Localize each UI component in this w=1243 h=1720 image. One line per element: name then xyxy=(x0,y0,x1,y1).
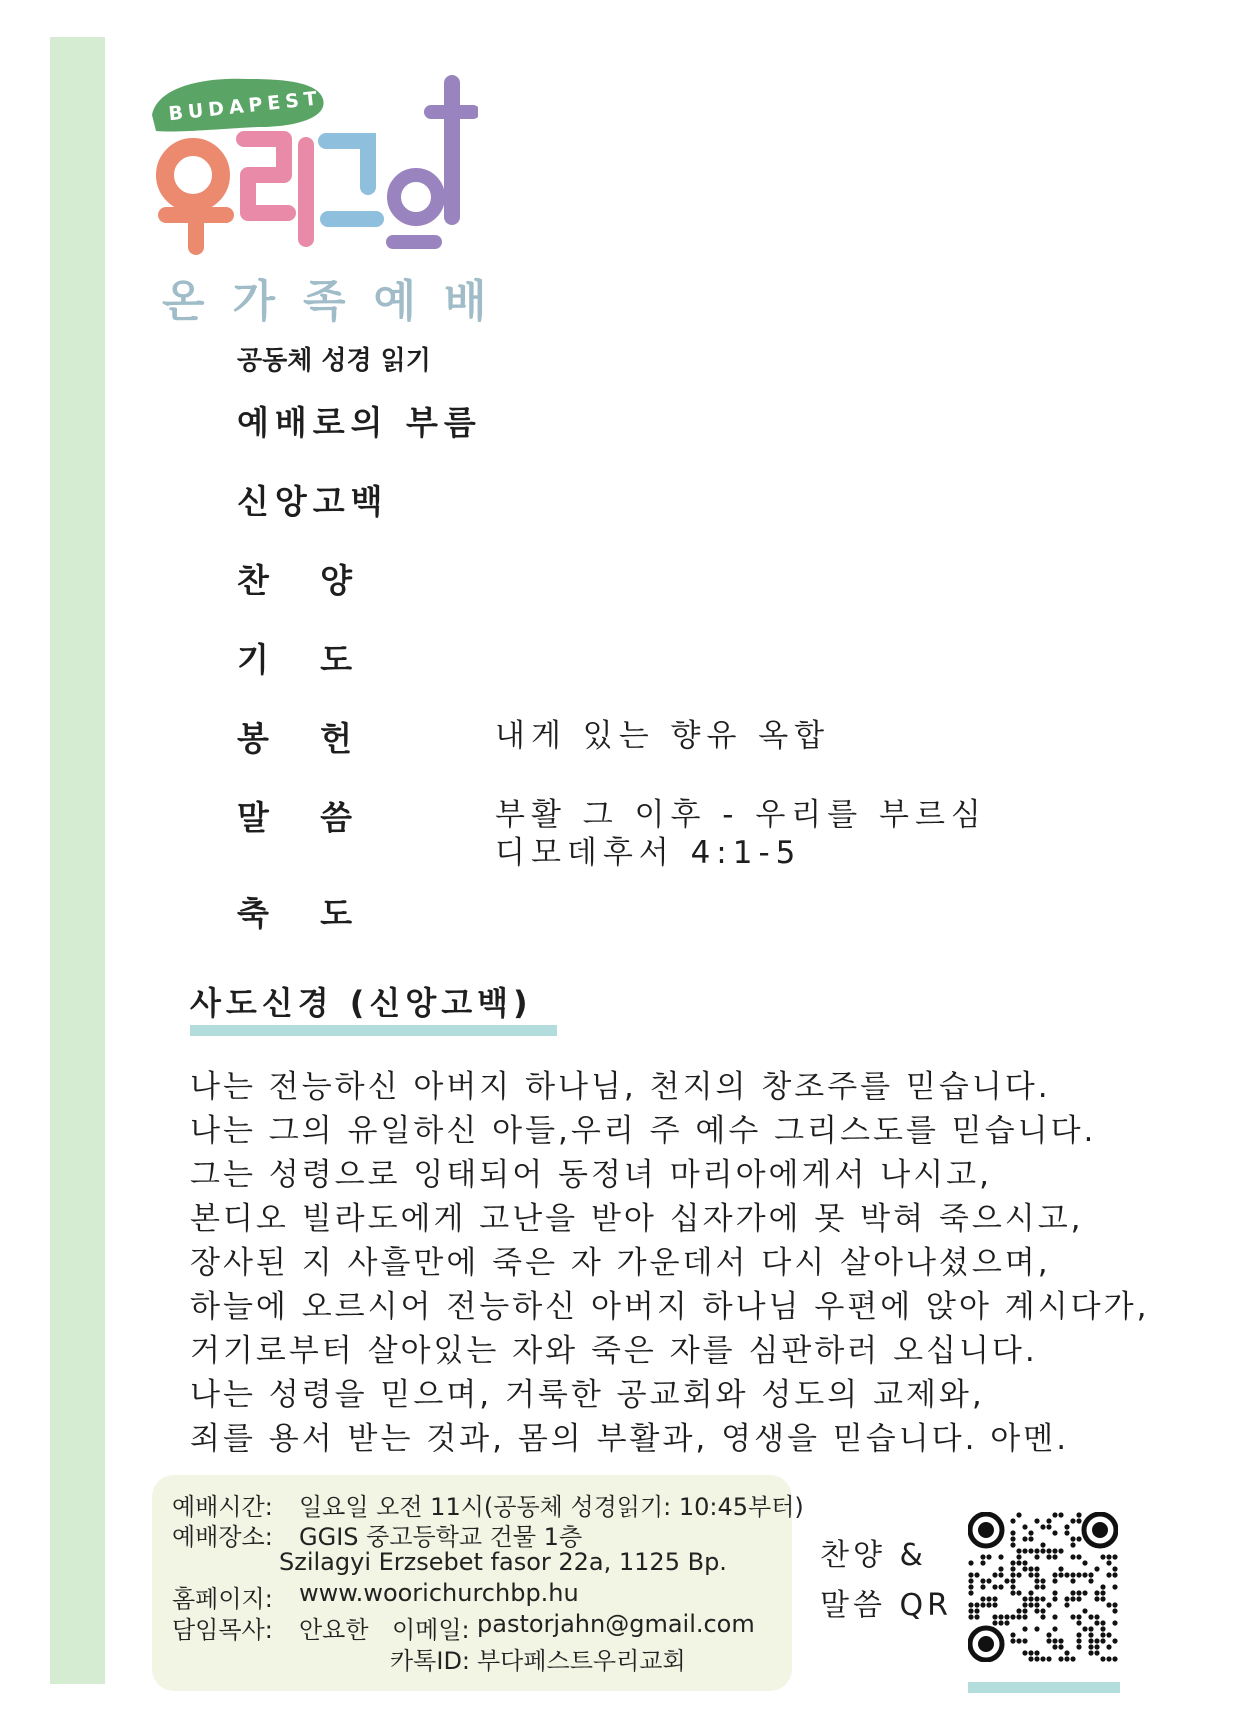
qr-module xyxy=(1100,1590,1105,1595)
qr-module xyxy=(968,1602,973,1607)
qr-module xyxy=(1040,1656,1045,1661)
qr-label-line1: 찬양 & xyxy=(820,1538,927,1573)
qr-module xyxy=(1028,1650,1033,1655)
qr-module xyxy=(1034,1566,1039,1571)
qr-module xyxy=(968,1572,973,1577)
qr-finder-top-left xyxy=(970,1514,1002,1546)
order-item-praise xyxy=(237,555,1137,634)
qr-module xyxy=(1022,1602,1027,1607)
qr-module xyxy=(1046,1632,1051,1637)
qr-module xyxy=(1022,1524,1027,1529)
qr-module xyxy=(1034,1650,1039,1655)
qr-module xyxy=(1106,1644,1111,1649)
order-label-char: 도 xyxy=(320,894,352,933)
order-label xyxy=(237,888,352,935)
qr-module xyxy=(1070,1518,1075,1523)
qr-module xyxy=(1064,1656,1069,1661)
creed-text xyxy=(190,1065,1200,1461)
qr-module xyxy=(1022,1548,1027,1553)
qr-module xyxy=(1040,1584,1045,1589)
qr-module xyxy=(992,1602,997,1607)
qr-module xyxy=(1094,1590,1099,1595)
qr-module xyxy=(1094,1644,1099,1649)
qr-module xyxy=(998,1614,1003,1619)
order-label xyxy=(237,634,352,681)
qr-module xyxy=(1040,1542,1045,1547)
qr-module xyxy=(1106,1632,1111,1637)
logo-char-4-bar xyxy=(386,235,442,249)
qr-module xyxy=(1076,1554,1081,1559)
qr-module xyxy=(1022,1608,1027,1613)
qr-module xyxy=(1106,1560,1111,1565)
order-label-char: 씀 xyxy=(320,798,352,837)
qr-module xyxy=(1100,1626,1105,1631)
order-item-offering xyxy=(237,713,1137,792)
qr-module xyxy=(1010,1572,1015,1577)
qr-label-line2: 말씀 QR xyxy=(820,1588,952,1623)
sermon-scripture: 디모데후서 4:1-5 xyxy=(495,835,802,871)
qr-module xyxy=(1016,1590,1021,1595)
qr-module xyxy=(1040,1578,1045,1583)
order-item-call xyxy=(237,397,1137,476)
qr-module xyxy=(1076,1518,1081,1523)
qr-module xyxy=(1016,1548,1021,1553)
service-place-value: GGIS 중고등학교 건물 1층 xyxy=(299,1523,583,1551)
qr-module xyxy=(1016,1560,1021,1565)
logo-city-text: BUDAPEST xyxy=(167,87,323,126)
qr-module xyxy=(1106,1656,1111,1661)
qr-module xyxy=(1064,1524,1069,1529)
qr-module xyxy=(1022,1614,1027,1619)
creed-line: 나는 전능하신 아버지 하나님, 천지의 창조주를 믿습니다. xyxy=(190,1069,1051,1105)
qr-module xyxy=(980,1584,985,1589)
qr-module xyxy=(1034,1554,1039,1559)
qr-module xyxy=(1112,1584,1117,1589)
qr-finder-bottom-left xyxy=(970,1628,1002,1660)
order-label-char: 말 xyxy=(237,798,269,837)
creed-line: 나는 성령을 믿으며, 거룩한 공교회와 성도의 교제와, xyxy=(190,1377,985,1413)
qr-module xyxy=(1028,1656,1033,1661)
qr-module xyxy=(1100,1596,1105,1601)
qr-module xyxy=(1112,1638,1117,1643)
qr-module xyxy=(1022,1626,1027,1631)
qr-module xyxy=(1070,1590,1075,1595)
qr-module xyxy=(968,1584,973,1589)
order-label-char: 양 xyxy=(320,561,352,600)
qr-module xyxy=(1070,1542,1075,1547)
qr-module xyxy=(1052,1644,1057,1649)
qr-module xyxy=(1034,1572,1039,1577)
church-info-box xyxy=(152,1475,804,1691)
qr-module xyxy=(1028,1572,1033,1577)
qr-module xyxy=(1088,1638,1093,1643)
qr-finder-top-right xyxy=(1084,1514,1116,1546)
qr-module xyxy=(1094,1614,1099,1619)
qr-module xyxy=(1076,1536,1081,1541)
creed-title-underline xyxy=(190,1025,557,1036)
sermon-title: 부활 그 이후 - 우리를 부르심 xyxy=(495,797,987,833)
order-label xyxy=(237,555,352,602)
qr-module xyxy=(1052,1578,1057,1583)
logo-char-2 xyxy=(244,139,288,213)
creed-line: 죄를 용서 받는 것과, 몸의 부활과, 영생을 믿습니다. 아멘. xyxy=(190,1421,1070,1457)
qr-module xyxy=(1034,1656,1039,1661)
qr-module xyxy=(998,1572,1003,1577)
qr-module xyxy=(1052,1590,1057,1595)
qr-module xyxy=(1022,1650,1027,1655)
qr-module xyxy=(1112,1566,1117,1571)
qr-module xyxy=(1064,1650,1069,1655)
pastor-name: 안요한 xyxy=(299,1616,369,1644)
qr-module xyxy=(1076,1512,1081,1517)
qr-module xyxy=(1112,1608,1117,1613)
qr-module xyxy=(986,1596,991,1601)
order-label: 신앙고백 xyxy=(237,482,389,521)
qr-module xyxy=(1058,1572,1063,1577)
qr-module xyxy=(1028,1590,1033,1595)
qr-module xyxy=(1010,1614,1015,1619)
email-label: 이메일: xyxy=(392,1616,470,1644)
qr-module xyxy=(1100,1638,1105,1643)
order-label: 예배로의 부름 xyxy=(237,403,482,442)
order-label-char: 헌 xyxy=(320,719,352,758)
qr-module xyxy=(992,1596,997,1601)
order-item-creed xyxy=(237,476,1137,555)
qr-module xyxy=(1028,1548,1033,1553)
creed-line: 하늘에 오르시어 전능하신 아버지 하나님 우편에 앉아 계시다가, xyxy=(190,1289,1150,1325)
qr-module xyxy=(1076,1590,1081,1595)
qr-module xyxy=(1088,1614,1093,1619)
qr-module xyxy=(1034,1602,1039,1607)
qr-module xyxy=(1064,1530,1069,1535)
qr-module xyxy=(968,1560,973,1565)
order-item-benediction xyxy=(237,888,1137,967)
qr-module xyxy=(1100,1632,1105,1637)
qr-module xyxy=(1010,1518,1015,1523)
homepage-link[interactable]: www.woorichurchbp.hu xyxy=(299,1579,579,1607)
creed-line: 그는 성령으로 잉태되어 동정녀 마리아에게서 나시고, xyxy=(190,1157,992,1193)
qr-module xyxy=(1094,1620,1099,1625)
qr-module xyxy=(1070,1656,1075,1661)
logo-char-2-stem xyxy=(298,137,314,247)
qr-module xyxy=(1022,1560,1027,1565)
qr-module xyxy=(1100,1620,1105,1625)
qr-module xyxy=(968,1578,973,1583)
qr-module xyxy=(1094,1638,1099,1643)
qr-module xyxy=(1046,1518,1051,1523)
qr-module xyxy=(1076,1620,1081,1625)
qr-module xyxy=(1028,1530,1033,1535)
qr-module xyxy=(992,1620,997,1625)
pastor-label: 담임목사: xyxy=(172,1616,273,1644)
qr-module xyxy=(1010,1530,1015,1535)
qr-module xyxy=(1106,1572,1111,1577)
qr-module xyxy=(1112,1656,1117,1661)
qr-module xyxy=(1010,1542,1015,1547)
logo-cross-horizontal xyxy=(424,105,478,119)
qr-module xyxy=(1016,1554,1021,1559)
qr-module xyxy=(1052,1638,1057,1643)
qr-module xyxy=(980,1560,985,1565)
logo-subtitle: 온가족예배 xyxy=(162,276,515,327)
order-of-worship xyxy=(237,340,1137,967)
qr-module xyxy=(1088,1626,1093,1631)
qr-module xyxy=(1010,1590,1015,1595)
qr-module xyxy=(1004,1578,1009,1583)
qr-module xyxy=(1022,1536,1027,1541)
qr-module xyxy=(1088,1650,1093,1655)
qr-module xyxy=(1010,1536,1015,1541)
qr-module xyxy=(986,1554,991,1559)
qr-module xyxy=(1088,1572,1093,1577)
qr-module xyxy=(1052,1596,1057,1601)
qr-module xyxy=(1082,1626,1087,1631)
qr-module xyxy=(1028,1536,1033,1541)
qr-module xyxy=(1100,1656,1105,1661)
qr-module xyxy=(1016,1572,1021,1577)
qr-module xyxy=(1034,1596,1039,1601)
qr-module xyxy=(1058,1566,1063,1571)
qr-module xyxy=(1088,1644,1093,1649)
logo-graphic xyxy=(148,75,478,265)
creed-line: 나는 그의 유일하신 아들,우리 주 예수 그리스도를 믿습니다. xyxy=(190,1113,1097,1149)
qr-module xyxy=(1040,1608,1045,1613)
qr-module xyxy=(1052,1626,1057,1631)
qr-module xyxy=(1052,1554,1057,1559)
qr-module xyxy=(1016,1638,1021,1643)
creed-line: 장사된 지 사흘만에 죽은 자 가운데서 다시 살아나셨으며, xyxy=(190,1245,1051,1281)
qr-module xyxy=(1028,1596,1033,1601)
qr-module xyxy=(1070,1596,1075,1601)
logo-char-1 xyxy=(165,147,221,203)
qr-module xyxy=(1082,1590,1087,1595)
qr-module xyxy=(1010,1584,1015,1589)
qr-module xyxy=(1046,1524,1051,1529)
qr-module xyxy=(1064,1602,1069,1607)
qr-module xyxy=(1016,1614,1021,1619)
order-detail xyxy=(495,796,987,872)
qr-code[interactable] xyxy=(968,1512,1118,1662)
qr-module xyxy=(1076,1572,1081,1577)
qr-module xyxy=(1070,1572,1075,1577)
church-logo xyxy=(148,75,515,335)
qr-module xyxy=(1040,1596,1045,1601)
qr-module xyxy=(1022,1596,1027,1601)
qr-module xyxy=(1088,1632,1093,1637)
kakao-value: 부다페스트우리교회 xyxy=(477,1647,686,1675)
logo-char-3-bar xyxy=(320,211,384,227)
qr-module xyxy=(998,1584,1003,1589)
qr-module xyxy=(1010,1578,1015,1583)
creed-line: 거기로부터 살아있는 자와 죽은 자를 심판하러 오십니다. xyxy=(190,1333,1038,1369)
qr-module xyxy=(974,1572,979,1577)
qr-module xyxy=(974,1602,979,1607)
qr-module xyxy=(998,1554,1003,1559)
qr-module xyxy=(1040,1614,1045,1619)
logo-char-3 xyxy=(326,141,368,187)
qr-module xyxy=(1106,1602,1111,1607)
qr-module xyxy=(1034,1578,1039,1583)
qr-module xyxy=(1064,1596,1069,1601)
qr-module xyxy=(974,1608,979,1613)
order-heading: 공동체 성경 읽기 xyxy=(237,346,431,376)
qr-module xyxy=(980,1578,985,1583)
qr-module xyxy=(1070,1554,1075,1559)
qr-module xyxy=(1052,1512,1057,1517)
logo-char-4 xyxy=(394,175,438,219)
qr-module xyxy=(1076,1596,1081,1601)
order-item-sermon xyxy=(237,792,1137,888)
qr-module xyxy=(1046,1554,1051,1559)
qr-underline xyxy=(968,1682,1120,1693)
order-label-char: 봉 xyxy=(237,719,269,758)
side-accent-bar xyxy=(50,37,105,1684)
qr-module xyxy=(1046,1602,1051,1607)
order-label-char: 찬 xyxy=(237,561,269,600)
qr-module xyxy=(992,1584,997,1589)
qr-module xyxy=(1076,1638,1081,1643)
qr-module xyxy=(1046,1656,1051,1661)
qr-module xyxy=(1052,1548,1057,1553)
logo-name-text: 우리교회 xyxy=(148,75,152,76)
qr-module xyxy=(1010,1638,1015,1643)
qr-module xyxy=(1046,1548,1051,1553)
qr-module xyxy=(1052,1614,1057,1619)
pastor xyxy=(172,1610,755,1645)
qr-module xyxy=(1094,1596,1099,1601)
qr-module xyxy=(992,1572,997,1577)
qr-module xyxy=(1070,1578,1075,1583)
qr-module xyxy=(992,1614,997,1619)
qr-module xyxy=(998,1566,1003,1571)
qr-module xyxy=(1010,1566,1015,1571)
qr-module xyxy=(968,1590,973,1595)
qr-module xyxy=(1040,1524,1045,1529)
qr-module xyxy=(1058,1656,1063,1661)
homepage xyxy=(172,1579,579,1614)
email-link[interactable]: pastorjahn@gmail.com xyxy=(477,1610,755,1638)
creed-title: 사도신경 (신앙고백) xyxy=(190,984,533,1022)
qr-module xyxy=(1112,1602,1117,1607)
qr-module xyxy=(1058,1638,1063,1643)
order-label-char: 도 xyxy=(320,640,352,679)
qr-module xyxy=(1022,1638,1027,1643)
qr-module xyxy=(1016,1512,1021,1517)
order-item-prayer xyxy=(237,634,1137,713)
qr-module xyxy=(1004,1620,1009,1625)
qr-module xyxy=(1112,1620,1117,1625)
qr-module xyxy=(1076,1614,1081,1619)
qr-module xyxy=(1064,1572,1069,1577)
qr-module xyxy=(1046,1638,1051,1643)
order-label-char: 기 xyxy=(237,640,269,679)
qr-module xyxy=(1076,1644,1081,1649)
qr-module xyxy=(968,1614,973,1619)
qr-module xyxy=(1040,1548,1045,1553)
order-label xyxy=(237,792,352,839)
qr-module xyxy=(1004,1614,1009,1619)
service-place xyxy=(172,1517,583,1552)
service-time-value: 일요일 오전 11시(공동체 성경읽기: 10:45부터) xyxy=(299,1493,804,1521)
qr-module xyxy=(1034,1548,1039,1553)
homepage-label: 홈페이지: xyxy=(172,1585,273,1613)
qr-module xyxy=(1082,1608,1087,1613)
qr-module xyxy=(1022,1566,1027,1571)
qr-module xyxy=(986,1578,991,1583)
qr-module xyxy=(1058,1644,1063,1649)
qr-module xyxy=(1112,1572,1117,1577)
qr-module xyxy=(1082,1560,1087,1565)
qr-module xyxy=(1106,1554,1111,1559)
qr-module xyxy=(1016,1608,1021,1613)
qr-module xyxy=(1034,1584,1039,1589)
order-label-char: 축 xyxy=(237,894,269,933)
creed-line: 본디오 빌라도에게 고난을 받아 십자가에 못 박혀 죽으시고, xyxy=(190,1201,1084,1237)
offering-song: 내게 있는 향유 옥합 xyxy=(495,718,831,754)
qr-module xyxy=(1076,1632,1081,1637)
qr-module xyxy=(1010,1632,1015,1637)
qr-module xyxy=(1052,1572,1057,1577)
qr-module xyxy=(968,1608,973,1613)
qr-module xyxy=(1100,1554,1105,1559)
qr-module xyxy=(1034,1626,1039,1631)
order-detail xyxy=(495,717,830,755)
qr-module xyxy=(986,1602,991,1607)
qr-module xyxy=(1028,1566,1033,1571)
qr-module xyxy=(980,1554,985,1559)
qr-module xyxy=(980,1596,985,1601)
logo-cross-vertical xyxy=(444,75,460,225)
qr-module xyxy=(1058,1548,1063,1553)
qr-module xyxy=(980,1602,985,1607)
qr-module xyxy=(1070,1536,1075,1541)
qr-module xyxy=(1088,1578,1093,1583)
qr-module xyxy=(1094,1566,1099,1571)
logo-char-1-stem xyxy=(188,215,204,255)
order-label xyxy=(237,713,352,760)
qr-module xyxy=(974,1614,979,1619)
qr-module xyxy=(1028,1602,1033,1607)
qr-module xyxy=(1010,1560,1015,1565)
qr-module xyxy=(1070,1614,1075,1619)
qr-module xyxy=(1058,1512,1063,1517)
service-time-label: 예배시간: xyxy=(172,1493,273,1521)
qr-module xyxy=(1034,1608,1039,1613)
kakao-label: 카톡ID: xyxy=(390,1647,471,1675)
qr-module xyxy=(1082,1572,1087,1577)
qr-module xyxy=(1052,1530,1057,1535)
qr-module xyxy=(998,1620,1003,1625)
qr-module xyxy=(1094,1650,1099,1655)
qr-module xyxy=(1034,1518,1039,1523)
qr-module xyxy=(1112,1554,1117,1559)
service-place-label: 예배장소: xyxy=(172,1523,273,1551)
service-address-value: Szilagyi Erzsebet fasor 22a, 1125 Bp. xyxy=(279,1548,727,1576)
qr-module xyxy=(1100,1584,1105,1589)
